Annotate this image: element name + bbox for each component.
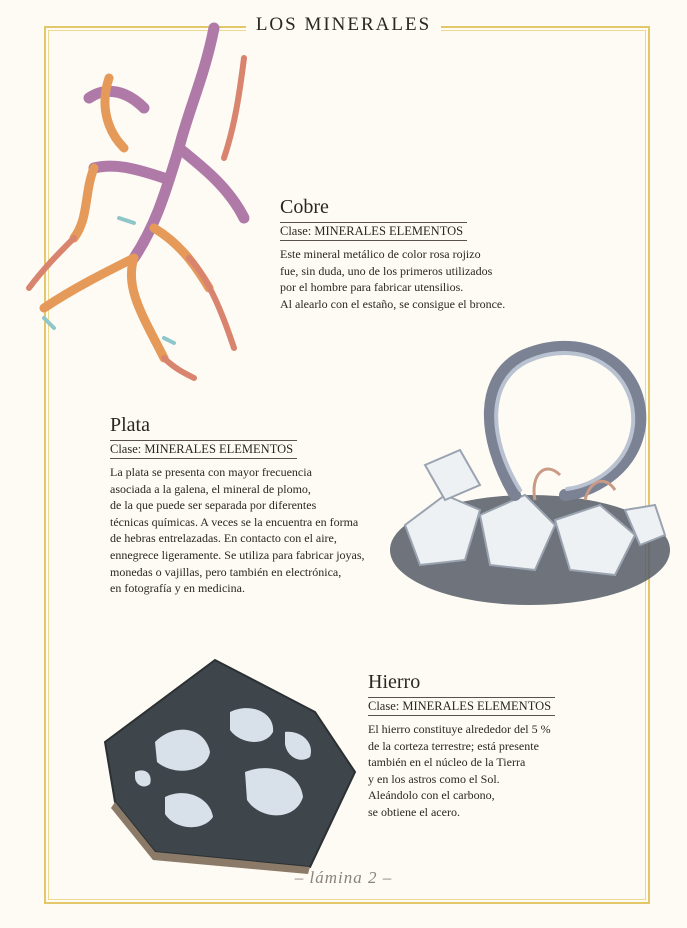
description-line: se obtiene el acero. [368,804,460,819]
mineral-description [280,246,505,312]
mineral-class: Clase: MINERALES ELEMENTOS [110,440,297,459]
description-line: en fotografía y en medicina. [110,581,245,596]
mineral-description [368,721,555,821]
description-line: también en el núcleo de la Tierra [368,755,526,770]
description-line: Este mineral metálico de color rosa rojizo [280,247,481,261]
description-line: fue, sin duda, uno de los primeros utilizados [280,263,493,278]
description-line: monedas o vajillas, pero también en electrónica, [110,564,342,579]
silver-illustration [385,325,675,615]
mineral-name: Cobre [280,196,329,218]
description-line: y en los astros como el Sol. [368,771,500,786]
description-line: asociada a la galena, el mineral de plomo, [110,481,311,496]
mineral-name: Hierro [368,671,421,693]
copper-illustration [14,18,264,388]
description-line: por el hombre para fabricar utensilios. [280,280,464,295]
iron-illustration [95,652,365,877]
description-line: de la que puede ser separada por diferentes [110,498,317,513]
mineral-section-plata [110,413,365,597]
description-line: técnicas químicas. A veces se la encuentra en forma [110,514,359,529]
mineral-class: Clase: MINERALES ELEMENTOS [280,222,467,241]
mineral-name: Plata [110,414,150,436]
description-line: ennegrece ligeramente. Se utiliza para fabricar joyas, [110,547,365,562]
page-title-text: LOS MINERALES [246,14,441,35]
description-line: El hierro constituye alrededor del 5 % [368,722,551,736]
description-line: de hebras entrelazadas. En contacto con el aire, [110,531,337,546]
mineral-description [110,464,365,597]
description-line: Aleándolo con el carbono, [368,788,495,803]
mineral-section-hierro [368,670,555,821]
description-line: Al alearlo con el estaño, se consigue el bronce. [280,296,506,311]
mineral-section-cobre [280,195,505,312]
mineral-class: Clase: MINERALES ELEMENTOS [368,697,555,716]
description-line: de la corteza terrestre; está presente [368,738,539,753]
description-line: La plata se presenta con mayor frecuencia [110,465,312,479]
page-footer: – lámina 2 – [294,868,393,887]
